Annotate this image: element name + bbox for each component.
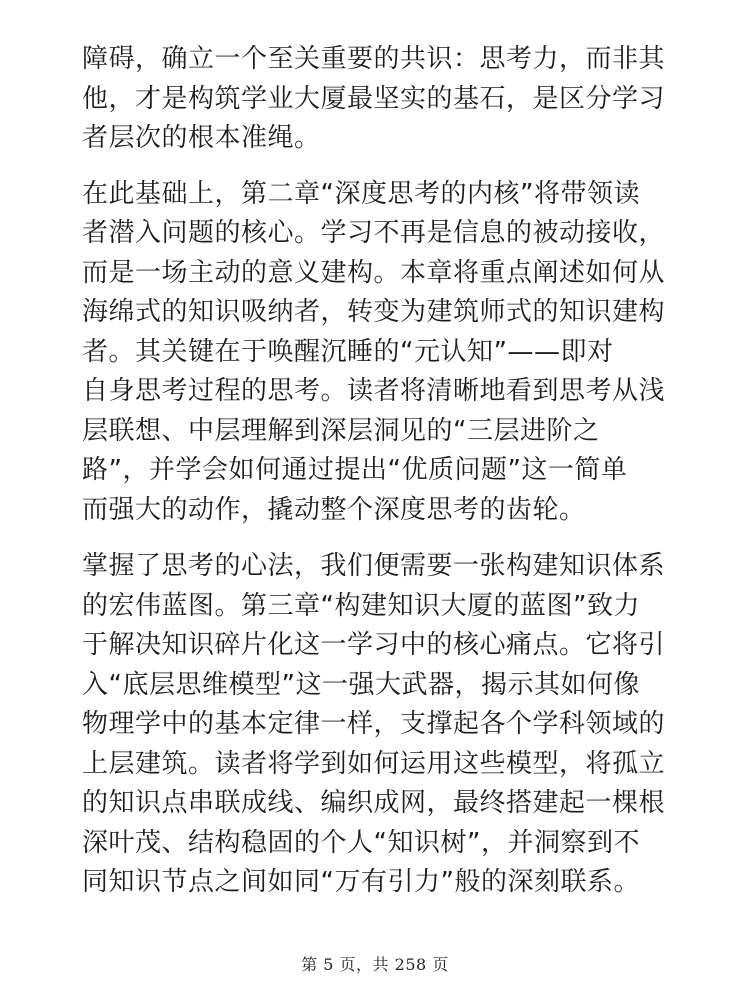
paragraph-1 [82,40,672,159]
text-line: 而是一场主动的意义建构。本章将重点阐述如何从 [82,257,666,288]
text-line: 路”，并学会如何通过提出“优质问题”这一简单 [82,455,628,485]
text-line: 海绵式的知识吸纳者，转变为建筑师式的知识建构 [82,297,666,327]
text-line: 层联想、中层理解到深层洞见的“三层进阶之 [82,415,600,446]
text-line: 者层次的根本准绳。 [82,123,321,153]
paragraph-spacing [82,159,672,175]
text-line: 深叶茂、结构稳固的个人“知识树”，并洞察到不 [82,827,640,858]
paragraph-spacing [82,530,672,547]
text-line: 的知识点串联成线、编织成网，最终搭建起一棵根 [82,788,666,818]
text-line: 在此基础上，第二章“深度思考的内核”将带领读 [82,178,640,209]
text-line: 物理学中的基本定律一样，支撑起各个学科领域的 [82,709,666,739]
text-line: 上层建筑。读者将学到如何运用这些模型，将孤立 [82,748,666,779]
page-body [82,40,672,903]
text-line: 障碍，确立一个至关重要的共识：思考力，而非其 [82,44,666,74]
text-line: 自身思考过程的思考。读者将清晰地看到思考从浅 [82,376,666,406]
text-line: 他，才是构筑学业大厦最坚实的基石，是区分学习 [82,83,666,114]
text-line: 者。其关键在于唤醒沉睡的“元认知”——即对 [82,336,614,367]
text-line: 掌握了思考的心法，我们便需要一张构建知识体系 [82,551,666,581]
paragraph-2 [82,175,672,531]
text-line: 于解决知识碎片化这一学习中的核心痛点。它将引 [82,630,666,660]
page-number-footer: 第 5 页，共 258 页 [301,955,449,974]
text-line: 入“底层思维模型”这一强大武器，揭示其如何像 [82,669,640,700]
text-line: 而强大的动作，撬动整个深度思考的齿轮。 [82,494,586,525]
text-line: 同知识节点之间如同“万有引力”般的深刻联系。 [82,867,640,897]
text-line: 的宏伟蓝图。第三章“构建知识大厦的蓝图”致力 [82,590,640,621]
text-line: 者潜入问题的核心。学习不再是信息的被动接收， [82,218,666,248]
paragraph-3 [82,547,672,903]
